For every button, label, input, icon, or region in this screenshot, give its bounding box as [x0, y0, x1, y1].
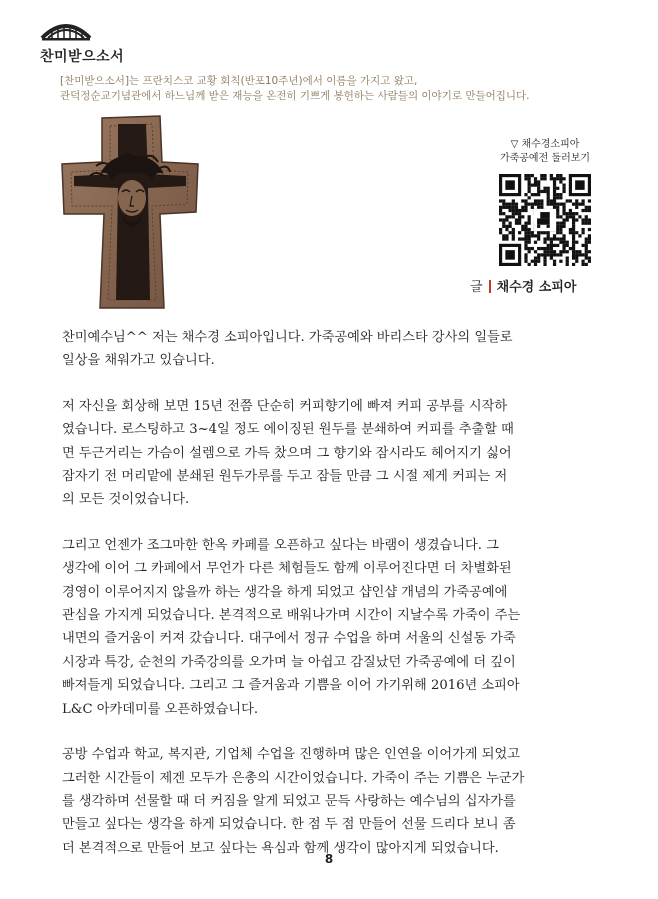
paragraph-line: 를 생각하며 선물할 때 더 커짐을 알게 되었고 문득 사랑하는 예수님의 십자가를	[62, 793, 516, 809]
paragraph-line: 내면의 즐거움이 커져 갔습니다. 대구에서 정규 수업을 하며 서울의 신설동 가죽	[62, 631, 516, 647]
paragraph-line: 시장과 특강, 순천의 가죽강의를 오가며 늘 아쉽고 감질났던 가죽공예에 더 깊이	[62, 654, 516, 670]
qr-code-icon	[499, 174, 591, 266]
author-name: 채수경 소피아	[496, 280, 577, 295]
intro-line: [찬미받으소서]는 프란치스코 교황 회칙(반포10주년)에서 이름을 가지고 왔고,	[60, 75, 418, 87]
article-body	[62, 326, 598, 882]
paragraph	[62, 326, 598, 373]
paragraph-line: 였습니다. 로스팅하고 3~4일 정도 에이징된 원두를 분쇄하여 커피를 추출할 때	[62, 422, 514, 438]
paragraph-line: 더 본격적으로 만들어 보고 싶다는 욕심과 함께 생각이 많아지게 되었습니다.	[62, 840, 499, 856]
qr-area	[490, 138, 600, 266]
paragraph	[62, 395, 598, 512]
cross-image	[60, 114, 200, 310]
logo-text: 찬미받으소서	[40, 49, 125, 65]
paragraph-line: 면 두근거리는 가슴이 설렘으로 가득 찼으며 그 향기와 잠시라도 헤어지기 싫어	[62, 445, 512, 461]
leather-cross-icon	[60, 114, 200, 310]
paragraph-line: 그러한 시간들이 제겐 모두가 은총의 시간이었습니다. 가죽이 주는 기쁨은 누군가	[62, 770, 525, 786]
byline-divider	[489, 280, 491, 293]
paragraph-line: 경영이 이루어지지 않을까 하는 생각을 하게 되었고 샵인샵 개념의 가죽공예에	[62, 584, 508, 600]
paragraph-line: 잠자기 전 머리맡에 분쇄된 원두가루를 두고 잠들 만큼 그 시절 제게 커피는 저	[62, 469, 508, 485]
paragraph-line: L&C 아카데미를 오픈하였습니다.	[62, 701, 259, 717]
paragraph-line: 만들고 싶다는 생각을 하게 되었습니다. 한 점 두 점 만들어 선물 드리다 보니 좀	[62, 817, 516, 833]
paragraph-line: 빠져들게 되었습니다. 그리고 그 즐거움과 기쁨을 이어 가기위해 2016년 소피아	[62, 678, 520, 694]
paragraph-line: 공방 수업과 학교, 복지관, 기업체 수업을 진행하며 많은 인연을 이어가게 되었고	[62, 747, 520, 763]
author-prefix: 글	[470, 280, 483, 295]
paragraph-line: 저 자신을 회상해 보면 15년 전쯤 단순히 커피향기에 빠져 커피 공부를 시작하	[62, 398, 508, 414]
paragraph-line: 생각에 이어 그 카페에서 무언가 다른 체험들도 함께 이루어진다면 더 차별화된	[62, 561, 512, 577]
paragraph	[62, 743, 598, 860]
intro-line: 관덕정순교기념관에서 하느님께 받은 재능을 온전히 기쁘게 봉헌하는 사람들의 이야기로 만들어집니다.	[60, 90, 530, 102]
page-number: 8	[324, 852, 334, 866]
header	[40, 18, 160, 64]
paragraph-line: 관심을 가지게 되었습니다. 본격적으로 배워나가며 시간이 지날수록 가죽이 주는	[62, 608, 521, 624]
paragraph-line: 찬미예수님^^ 저는 채수경 소피아입니다. 가죽공예와 바리스타 강사의 일들로	[62, 330, 513, 345]
paragraph	[62, 534, 598, 721]
intro-text	[60, 74, 620, 104]
paragraph-line: 그리고 언젠가 조그마한 한옥 카페를 오픈하고 싶다는 바램이 생겼습니다. 그	[62, 537, 499, 553]
paragraph-line: 의 모든 것이었습니다.	[62, 492, 190, 508]
qr-caption-subtitle: 가죽공예전 둘러보기	[499, 153, 591, 164]
paragraph-line: 일상을 채워가고 있습니다.	[62, 353, 215, 369]
author-byline	[470, 276, 576, 295]
arch-logo-icon	[40, 18, 92, 42]
qr-caption-title: ▽ 채수경소피아	[510, 139, 580, 150]
qr-code[interactable]	[499, 174, 591, 266]
